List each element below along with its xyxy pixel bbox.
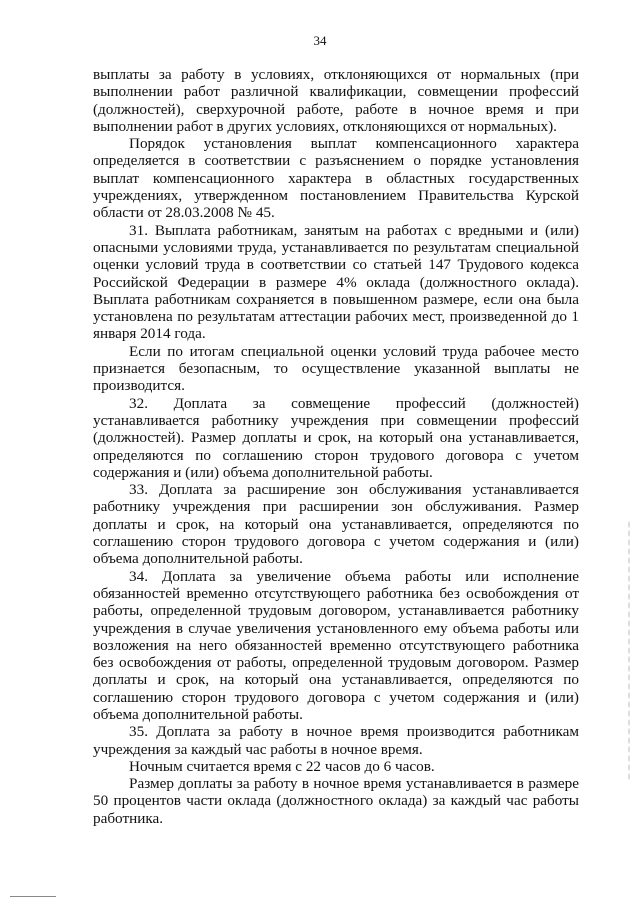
footer-rule xyxy=(10,896,56,897)
document-body xyxy=(93,66,579,827)
paragraph-32-combining-professions: 32. Доплата за совмещение профессий (должностей) устанавливается работнику учреждения при совмещении профессий (должностей). Размер доплаты и срок, на который она устанавливается, определяются по соглашению сторон трудового договора с учетом содержания и (или) объема дополнительной работы. xyxy=(93,394,579,481)
page-number: 34 xyxy=(313,33,327,48)
paragraph-safe-workplace: Если по итогам специальной оценки условий труда рабочее место признается безопасным, то осуществление указанной выплаты не производится. xyxy=(93,342,579,395)
paragraph-34-increased-workload: 34. Доплата за увеличение объема работы или исполнение обязанностей временно отсутствующего работника без освобождения от работы, определенной трудовым договором, устанавливается работнику учреждения в случае увеличения установленного ему объема работы или возложения на него обязанностей временно отсутствующего работника без освобождения от работы, определенной трудовым договором. Размер доплаты и срок, на который она устанавливается, определяются по соглашению сторон трудового договора с учетом содержания и (или) объема дополнительной работы. xyxy=(93,567,579,723)
paragraph-compensation-procedure: Порядок установления выплат компенсационного характера определяется в соответствии с разъяснением о порядке установления выплат компенсационного характера в областных государственных учреждениях, утвержденном постановлением Правительства Курской области от 28.03.2008 № 45. xyxy=(93,135,579,222)
paragraph-35-night-work: 35. Доплата за работу в ночное время производится работникам учреждения за каждый час работы в ночное время. xyxy=(93,723,579,758)
paragraph-night-pay-amount: Размер доплаты за работу в ночное время устанавливается в размере 50 процентов части оклада (должностного оклада) за каждый час работы работника. xyxy=(93,775,579,827)
paragraph-31-hazardous-conditions: 31. Выплата работникам, занятым на работах с вредными и (или) опасными условиями труда, устанавливается по результатам специальной оценки условий труда в соответствии со статьей 147 Трудового кодекса Российской Федерации в размере 4% оклада (должностного оклада). Выплата работникам сохраняется в повышенном размере, если она была установлена по результатам аттестации рабочих мест, произведенной до 1 января 2014 года. xyxy=(93,221,579,343)
scan-artifact xyxy=(628,520,630,780)
paragraph-continuation: выплаты за работу в условиях, отклоняющихся от нормальных (при выполнении работ различной квалификации, совмещении профессий (должностей), сверхурочной работе, работе в ночное время и при выполнении работ в других условиях, отклоняющихся от нормальных). xyxy=(93,66,579,135)
paragraph-33-service-zones: 33. Доплата за расширение зон обслуживания устанавливается работнику учреждения при расширении зон обслуживания. Размер доплаты и срок, на который она устанавливается, определяются по соглашению сторон трудового договора с учетом содержания и (или) объема дополнительной работы. xyxy=(93,481,579,568)
paragraph-night-time-definition: Ночным считается время с 22 часов до 6 часов. xyxy=(129,757,435,775)
